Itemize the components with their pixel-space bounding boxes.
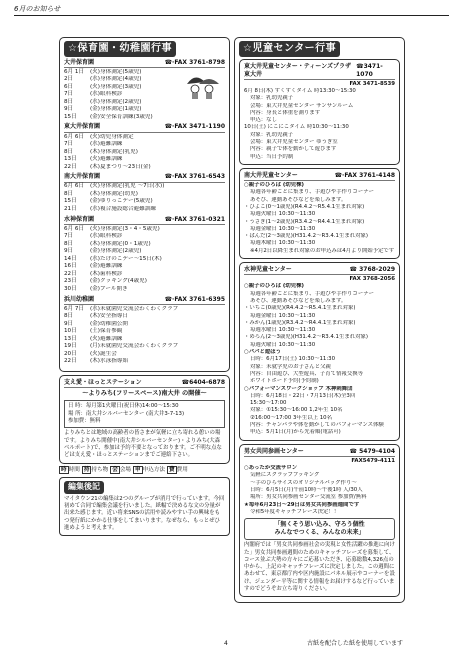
nursery-name: 大井保育園 xyxy=(64,58,95,66)
event-weekday: (木) xyxy=(90,240,100,247)
center-section xyxy=(239,262,400,441)
event-row xyxy=(64,336,225,344)
legend-value: 持ち物 xyxy=(91,466,109,473)
event-text: プール開き xyxy=(100,286,128,292)
event-date: 9日 xyxy=(64,248,74,255)
event-weekday: (木) xyxy=(90,358,100,365)
nursery-section xyxy=(64,216,225,294)
event-date: 22日 xyxy=(64,358,77,365)
editor-note-text: マイタウン21の編集は2つのグループが消月で行っています。今回初めて合同で編集会議を行いました。紙幅で決めるな文の分量が出来た感じます。近い将来SNSの活用や読みやすい手の興味をもつ発行紙にかかる仕事をしてまいります。なぜなら、もっとぜひ進めようと考えます。 xyxy=(64,495,225,532)
event-text: 保育参観 xyxy=(100,328,123,335)
event-date: 2日 xyxy=(64,76,74,83)
center-line: ○パフォーマンスワークショップ 木神刺舞団 xyxy=(244,385,353,392)
center-line: ○パパと遊ぼう xyxy=(244,349,282,356)
event-row xyxy=(64,321,225,329)
event-text: 身体測定(4歳児) xyxy=(100,76,142,83)
event-weekday: (木) xyxy=(90,163,100,170)
event-date: 8日 xyxy=(64,98,74,105)
center-line: 内容：チャンバラや体を動かしてのパフォーマンス体験 xyxy=(250,422,384,429)
event-row xyxy=(64,134,225,142)
center-line: 毎週火曜日 10:30〜11:30 xyxy=(250,341,316,348)
event-date: 16日 xyxy=(64,263,77,270)
event-text: 誕生会 xyxy=(100,350,117,357)
header-rule xyxy=(14,15,449,16)
station-description: よりみちとは地域の高齢者の皆さまが気軽に立ち寄れる憩いの場です。よりみち開催中(南大井シルバーセンター)・よりみち(大森ベルポート)で、参加は予約不要となっております。ご不明な点などは支え愛・ほっとステーションまでご連絡下さい。 xyxy=(64,430,222,459)
event-row xyxy=(64,278,225,286)
event-row xyxy=(64,328,225,336)
event-weekday: (金) xyxy=(90,286,100,292)
event-weekday: (木) xyxy=(90,313,100,320)
center-section xyxy=(239,168,400,259)
event-text: 避難訓練 xyxy=(100,335,123,342)
nursery-section-header xyxy=(64,216,225,226)
legend-value: 費用 xyxy=(176,466,188,473)
event-text: 幼稚園公開 xyxy=(100,320,128,327)
event-text: 夏まつり〜23日(金) xyxy=(100,163,151,170)
nursery-section xyxy=(64,173,225,213)
event-row xyxy=(64,351,225,359)
event-text: 未就園児交流会わくわくクラブ xyxy=(100,305,179,312)
station-detail-place: 場 所：南大井シルバーセンター (南大井3-7-13) xyxy=(68,410,185,417)
event-row xyxy=(64,248,225,256)
event-row xyxy=(64,156,225,164)
event-row xyxy=(64,141,225,149)
right-column xyxy=(234,37,405,603)
center-section xyxy=(239,59,400,165)
center-tel: ☎ 5479-4104 xyxy=(349,447,395,455)
nursery-name: 東大井保育園 xyxy=(64,123,101,131)
center-line: 毎週水曜日 10:30〜11:30 xyxy=(250,327,316,334)
nursery-events-box xyxy=(59,37,230,372)
event-weekday: (火) xyxy=(90,68,100,75)
center-line: 毎週各年齢ごとに集まり、手遊びや手作りコーナー xyxy=(250,290,374,297)
event-weekday: (金) xyxy=(90,113,100,120)
event-date: 10日 xyxy=(64,328,77,335)
event-date: 13日 xyxy=(64,156,77,163)
center-line: 〜手のひらサイズのオリジナルバッグ作り〜 xyxy=(250,479,357,486)
event-text: 身体測定(3歳児) xyxy=(100,83,142,90)
station-name: 支え愛・ほっとステーション xyxy=(64,379,142,387)
event-text: 眼科検診 xyxy=(100,91,123,98)
center-line: 申込：5月1日(月)から先着順(電話可) xyxy=(250,429,341,436)
event-weekday: (水) xyxy=(90,98,100,105)
event-row xyxy=(64,256,225,264)
event-text: 身体測定(3・4・5歳児) xyxy=(100,225,160,232)
nursery-tel: ☎·FAX 3761-6543 xyxy=(164,173,225,181)
event-text: 身体測定(幼児) xyxy=(100,190,138,197)
event-weekday: (月) xyxy=(90,343,100,350)
center-fax: FAX5479-4111 xyxy=(351,457,395,464)
event-weekday: (木) xyxy=(90,190,100,197)
event-text: ゆりっこデー(5歳児) xyxy=(100,198,153,205)
event-date: 6月 6日 xyxy=(64,225,85,232)
support-station-box xyxy=(59,375,230,464)
center-line: ・うさぎ(1〜2歳児)(R3.4.2〜R4.4.1生まれ対象) xyxy=(244,218,365,225)
event-date: 6月 1日 xyxy=(64,68,85,75)
event-row xyxy=(64,114,225,122)
center-fax: FAX 3471-8539 xyxy=(349,80,395,87)
center-line: あそび、運動あそびなどを楽しみます。 xyxy=(250,298,347,304)
event-row xyxy=(64,206,225,214)
legend-item xyxy=(82,467,108,475)
event-row xyxy=(64,263,225,271)
center-name: 男女共同参画センター xyxy=(244,447,304,455)
event-date: 19日 xyxy=(64,343,77,350)
center-line: ・ひよこ(0〜1歳児)(R4.4.2〜R5.4.1生まれ対象) xyxy=(244,203,365,210)
center-line: 対象：①15:30〜16:00 1,2年生 10名 xyxy=(250,407,343,414)
event-weekday: (木) xyxy=(90,270,100,277)
nursery-name: 水神保育園 xyxy=(64,215,95,223)
event-weekday: (金) xyxy=(90,263,100,270)
center-line: 10日(土) にこにこタイム 時10:30〜11:30 xyxy=(244,124,349,131)
center-tel: ☎·FAX 3761-4148 xyxy=(334,171,395,179)
center-line: 令和5年度キャッチフレーズ決定！！ xyxy=(250,508,340,515)
event-row xyxy=(64,183,225,191)
center-line: 日時：6月18日・22日・7月13日(木)全3回 xyxy=(250,392,356,399)
center-header xyxy=(244,172,395,181)
center-line: 気軽にスクラップブッキング xyxy=(250,472,320,479)
center-line: 毎週木曜日 10:30〜11:30 xyxy=(250,240,316,247)
center-line: ・めろん(2〜3歳児)(H31.4.2〜R3.4.1生まれ対象) xyxy=(244,334,369,341)
event-date: 7日 xyxy=(64,233,74,240)
event-text: 避難訓練 xyxy=(100,156,123,163)
event-text: 身体測定(2歳児) xyxy=(100,248,142,255)
center-line: 毎週金曜日 10:30〜11:30 xyxy=(250,225,316,232)
event-row xyxy=(64,358,225,366)
center-line: 場所：男女共同参画センター交流室 参加費/無料 xyxy=(250,494,367,501)
station-detail-datetime: 日 時：毎月第1火曜日(祝日休)14:00〜15:30 xyxy=(68,403,179,410)
event-text: 未就園児交流会わくわくクラブ xyxy=(100,343,179,350)
event-row xyxy=(64,286,225,294)
event-weekday: (金) xyxy=(90,106,100,113)
nursery-tel: ☎·FAX 3761-0321 xyxy=(164,215,225,223)
event-weekday: (金) xyxy=(90,320,100,327)
nursery-name: 浜川幼稚園 xyxy=(64,295,95,303)
event-date: 6月 6日 xyxy=(64,133,85,140)
event-row xyxy=(64,226,225,234)
abbreviation-legend xyxy=(59,467,230,475)
event-date: 8日 xyxy=(64,240,74,247)
event-row xyxy=(64,271,225,279)
event-row xyxy=(64,343,225,351)
event-weekday: (火) xyxy=(90,83,100,90)
legend-value: 申込方法 xyxy=(142,466,166,473)
center-line: 申込：なし xyxy=(250,117,277,124)
center-line: 6月 8日(木) すくすくタイム 時13:30〜15:30 xyxy=(244,87,356,94)
event-weekday: (火) xyxy=(90,350,100,357)
center-line: 日時：6月5日(月)午前10時〜午後1時 人/30人 xyxy=(250,486,363,493)
nursery-section-header xyxy=(64,123,225,133)
event-row xyxy=(64,306,225,314)
event-date: 22日 xyxy=(64,163,77,170)
station-detail-box xyxy=(64,400,225,428)
center-fax: FAX 3768-2056 xyxy=(349,276,395,283)
nursery-section-header xyxy=(64,173,225,183)
event-weekday: (金) xyxy=(90,248,100,255)
event-date: 9日 xyxy=(64,106,74,113)
nursery-section xyxy=(64,296,225,366)
recycled-paper-note: 古紙を配合した紙を使用しています xyxy=(306,640,403,647)
center-line: ★毎年6月23日〜29日は男女共同参画週間です xyxy=(244,501,360,508)
center-header xyxy=(244,266,395,275)
event-date: 15日 xyxy=(64,198,77,205)
legend-key: 持 xyxy=(83,466,90,473)
center-line: ※4月2日以降生まれ対象のお申込みは4月より開始予定です xyxy=(250,247,395,254)
center-line: 毎週金曜日 10:30〜11:30 xyxy=(250,312,316,319)
center-line: 日時：6月17日(土) 10:30〜11:30 xyxy=(250,356,336,363)
center-line: 15:30〜17:00 xyxy=(250,400,287,407)
nursery-section-header xyxy=(64,296,225,306)
event-text: たけのこデー〜15日(木) xyxy=(100,255,162,262)
center-name: 水神児童センター xyxy=(244,266,292,274)
legend-key: 申 xyxy=(135,466,141,473)
children-umbrella-illustration xyxy=(183,72,221,100)
event-date: 7日 xyxy=(64,141,74,148)
center-header xyxy=(244,63,395,80)
children-center-title: ☆児童センター行事 xyxy=(239,41,340,57)
event-date: 8日 xyxy=(64,313,74,320)
center-line: 毎週火曜日 10:30〜11:30 xyxy=(250,211,316,218)
page-number: 4 xyxy=(224,640,228,647)
legend-key: 費 xyxy=(169,466,175,473)
event-text: 幼児身体測定 xyxy=(100,133,134,140)
legend-key: 時 xyxy=(61,466,67,473)
center-name: 南大井児童センター xyxy=(244,171,298,179)
event-text: 避難訓練 xyxy=(100,141,123,148)
legend-value: 会場 xyxy=(119,466,132,473)
nursery-tel: ☎·FAX 3471-1190 xyxy=(164,123,225,131)
center-line: 内容：身長と体重を測ります xyxy=(250,109,321,116)
center-line: 対象：未就学児のお子さんと父親 xyxy=(250,363,331,370)
event-date: 22日 xyxy=(64,270,77,277)
nursery-events-title: ☆保育園・幼稚園行事 xyxy=(64,41,176,57)
center-line: 内容：親子で体を動かして遊びます xyxy=(250,146,337,153)
event-weekday: (水) xyxy=(90,305,100,312)
event-weekday: (水) xyxy=(90,76,100,83)
event-weekday: (金) xyxy=(90,198,100,205)
center-line: ②16:00〜17:00 3年生以上 10名 xyxy=(250,414,332,421)
center-line: ○親子のひろば (幼児棟) xyxy=(244,182,305,189)
event-weekday: (水) xyxy=(90,255,100,262)
catchphrase-line-2: みんなでつくる、みんなの未来」 xyxy=(274,529,365,537)
center-line: 会場：東大井児童センター ゆうぎ室 xyxy=(250,139,338,146)
event-weekday: (火) xyxy=(90,225,100,232)
legend-item xyxy=(133,467,165,475)
center-section xyxy=(239,444,400,598)
center-line: 対象：乳幼児親子 xyxy=(250,131,294,138)
catchphrase-box xyxy=(244,518,395,540)
center-line: 会場：東大井児童センター サンサンルーム xyxy=(250,102,354,109)
event-date: 21日 xyxy=(64,205,77,212)
nursery-tel: ☎·FAX 3761-8798 xyxy=(164,58,225,66)
event-row xyxy=(64,191,225,199)
nursery-tel: ☎·FAX 3761-6395 xyxy=(164,295,225,303)
event-weekday: (水) xyxy=(90,141,100,148)
event-date: 8日 xyxy=(64,190,74,197)
event-text: 身体測定(乳児) xyxy=(100,148,138,155)
event-text: クッキング(4歳児) xyxy=(100,278,147,285)
legend-item xyxy=(110,467,131,475)
event-row xyxy=(64,149,225,157)
nursery-section-header xyxy=(64,59,225,69)
event-text: 複合施設総合避難訓練 xyxy=(100,205,156,212)
center-line: 対象：乳幼児親子 xyxy=(250,95,294,102)
event-text: 身体測定(1歳児) xyxy=(100,106,142,113)
event-row xyxy=(64,241,225,249)
center-header xyxy=(244,448,395,457)
event-text: 身体測定(乳児 〜7日(水)) xyxy=(100,183,165,190)
event-date: 20日 xyxy=(64,350,77,357)
event-text: 避難訓練 xyxy=(100,263,123,270)
event-date: 14日 xyxy=(64,255,77,262)
left-column xyxy=(59,37,230,536)
event-date: 30日 xyxy=(64,286,77,292)
center-line: あそび、運動あそびなどを楽しみます。 xyxy=(250,196,347,203)
center-line: ・いちご(0歳児)(R4.4.2〜R5.4.1生まれ対象) xyxy=(244,305,356,312)
center-line: ○あったか交流サロン xyxy=(244,465,298,472)
event-text: 水泳指導始 xyxy=(100,358,128,365)
editor-note-title: 編集後記 xyxy=(64,481,104,494)
center-line: ○親子のひろば (幼児棟) xyxy=(244,283,305,290)
event-weekday: (土) xyxy=(90,328,100,335)
catchphrase-line-1: 「無くそう思い込み、守ろう個性 xyxy=(274,521,365,529)
event-date: 23日 xyxy=(64,278,77,285)
event-row xyxy=(64,233,225,241)
event-date: 6月 6日 xyxy=(64,183,85,190)
event-weekday: (水) xyxy=(90,233,100,240)
nursery-section xyxy=(64,123,225,171)
event-text: 身体測定(2歳児) xyxy=(100,98,142,105)
center-line: ホワイトボード予約(予約制) xyxy=(250,378,319,385)
event-weekday: (木) xyxy=(90,148,100,155)
event-row xyxy=(64,313,225,321)
event-weekday: (火) xyxy=(90,156,100,163)
event-text: 歯科検診 xyxy=(100,270,123,277)
station-detail-fee: 参加費：無料 xyxy=(68,418,101,425)
event-row xyxy=(64,198,225,206)
page-header: 6月のお知らせ xyxy=(14,5,61,13)
event-weekday: (火) xyxy=(90,335,100,342)
event-date: 6日 xyxy=(64,83,74,90)
station-tel: ☎6404-6878 xyxy=(181,379,225,387)
event-weekday: (水) xyxy=(90,205,100,212)
event-weekday: (火) xyxy=(90,133,100,140)
center-line: ・みかん(1歳児)(R3.4.2〜R4.4.1生まれ対象) xyxy=(244,319,356,326)
event-date: 15日 xyxy=(64,113,77,120)
event-text: 身体測定(5歳児) xyxy=(100,68,142,75)
event-weekday: (水) xyxy=(90,91,100,98)
nursery-name: 南大井保育園 xyxy=(64,173,101,181)
event-weekday: (金) xyxy=(90,278,100,285)
legend-key: 会 xyxy=(112,466,118,473)
center-line: 内容：自由遊び、大型遊具、子育て情報交換等 xyxy=(250,370,363,377)
center-line: 毎週各年齢ごとに集まり、手遊びや手作りコーナー xyxy=(250,189,374,196)
legend-value: 時間 xyxy=(68,466,80,473)
center-description: 内閣府では「男女共同参画社会の実現と女性活躍の推進に向けた」男女共同参画週間のためのキャッチフレーズを募集して、コース並ぶ大勢の方々にご応募いただき、応募総数4,326点の中から、上記のキャッチフレーズに決定しました。この週間にあわせて、東京都庁内や区内施設にパネル展示やコーナーを設け、ジェンダー平等に関する情報をお届けするなど行っていますのでどうぞお立ち寄りください。 xyxy=(244,542,395,593)
event-text: 安全保育訓練(3歳児) xyxy=(100,113,153,120)
event-row xyxy=(64,164,225,172)
event-date: 13日 xyxy=(64,335,77,342)
center-tel: ☎ 3768-2029 xyxy=(349,266,395,274)
event-date: 8日 xyxy=(64,148,74,155)
center-name: 東大井児童センター・ティーンズプラザ東大井 xyxy=(244,62,351,78)
event-date: 9日 xyxy=(64,320,74,327)
center-tel: ☎3471-1070 xyxy=(356,62,383,78)
station-event-title: 〜よりみち(フリースペース)南大井 の開催〜 xyxy=(82,390,207,398)
event-row xyxy=(64,106,225,114)
editor-note-box xyxy=(59,477,230,536)
legend-item xyxy=(59,467,80,475)
children-center-box xyxy=(234,37,405,603)
center-line: 申込：当日予約制 xyxy=(250,153,294,160)
event-date: 6月 7日 xyxy=(64,305,85,312)
event-weekday: (火) xyxy=(90,183,100,190)
event-text: 身体測定(0・1歳児) xyxy=(100,240,151,247)
legend-item xyxy=(167,467,188,475)
center-line: ・ぱんだ(2〜3歳児)(H31.4.2〜R3.4.1生まれ対象) xyxy=(244,233,369,240)
event-text: 安全指導日 xyxy=(100,313,128,320)
event-text: 眼科検診 xyxy=(100,233,123,240)
event-date: 7日 xyxy=(64,91,74,98)
